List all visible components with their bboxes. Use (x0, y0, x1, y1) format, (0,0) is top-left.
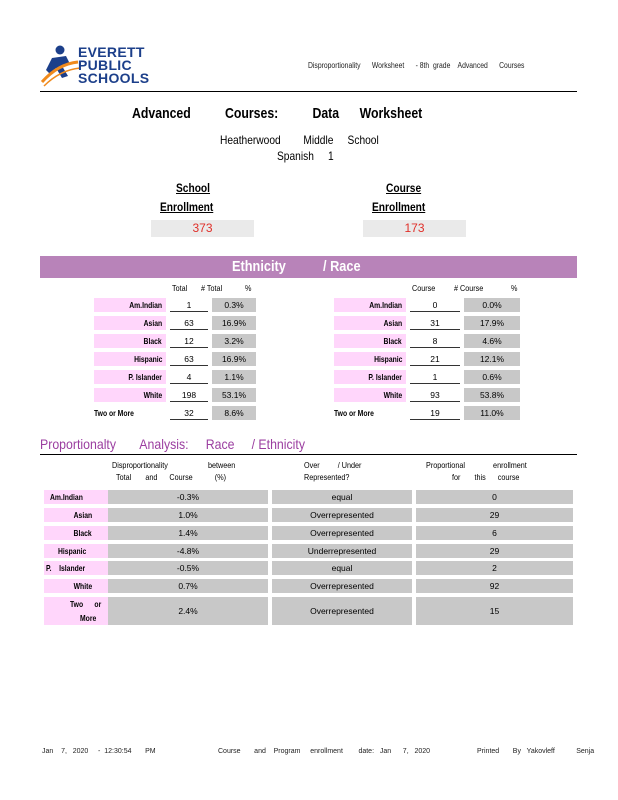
prop-row-representation: Overrepresented (272, 526, 412, 540)
course-row-count: 31 (410, 316, 460, 330)
page-title: Advanced Courses: Data Worksheet (132, 105, 423, 122)
school-enrollment-value: 373 (151, 220, 254, 237)
course-enrollment-value: 173 (363, 220, 466, 237)
course-row-label-text: Am.Indian (369, 300, 402, 310)
school-row-label-text: Am.Indian (129, 300, 162, 310)
prop-row-proportional-enrollment: 6 (416, 526, 573, 540)
course-row-label (334, 316, 406, 330)
school-logo (40, 42, 160, 92)
school-row-label (94, 352, 166, 366)
course-row-label-text: Black (383, 336, 402, 346)
prop-row-proportional-enrollment: 0 (416, 490, 573, 504)
course-row-label (334, 352, 406, 366)
course-enrollment-label-2: Enrollment (372, 200, 426, 214)
band-label-ethnicity: Ethnicity (232, 258, 286, 275)
prop-row-label-line2: More (80, 613, 97, 623)
prop-row-proportional-enrollment: 2 (416, 561, 573, 575)
school-row-label-text: Asian (143, 318, 162, 328)
prop-row-representation: equal (272, 490, 412, 504)
runner-icon (40, 42, 82, 90)
prop-row-representation: Overrepresented (272, 579, 412, 593)
school-row-label (94, 316, 166, 330)
prop-row-label-text: Hispanic (58, 546, 87, 556)
prop-row-label (44, 544, 108, 558)
course-row-label-text: P. Islander (368, 372, 402, 382)
school-col-pct: % (245, 283, 252, 293)
prop-row-proportional-enrollment: 15 (416, 597, 573, 625)
school-row-count: 63 (170, 352, 208, 366)
course-row-pct: 11.0% (464, 406, 520, 420)
logo-line-3: SCHOOLS (78, 70, 150, 86)
band-label-race: / Race (323, 258, 361, 275)
prop-row-proportional-enrollment: 29 (416, 508, 573, 522)
prop-row-difference: 0.7% (108, 579, 268, 593)
prop-row-label (44, 490, 108, 504)
course-row-label (334, 406, 406, 420)
school-row-count: 12 (170, 334, 208, 348)
school-row-pct: 16.9% (212, 352, 256, 366)
prop-row-proportional-enrollment: 92 (416, 579, 573, 593)
prop-row-representation: Underrepresented (272, 544, 412, 558)
school-row-label (94, 334, 166, 348)
school-row-label-text: White (143, 390, 162, 400)
course-col-pct: % (511, 283, 518, 293)
prop-row-difference: -4.8% (108, 544, 268, 558)
course-col-course: Course (412, 283, 436, 293)
course-row-count: 1 (410, 370, 460, 384)
course-row-label-text: Hispanic (373, 354, 402, 364)
course-row-label (334, 370, 406, 384)
course-row-pct: 53.8% (464, 388, 520, 402)
prop-row-difference: -0.5% (108, 561, 268, 575)
footer-printed-by: Printed By Yakovleff Senja (477, 748, 595, 755)
prop-row-label-text: Am.Indian (50, 492, 83, 502)
school-row-label-text: Hispanic (133, 354, 162, 364)
course-row-label (334, 298, 406, 312)
school-col-total: Total (172, 283, 188, 293)
school-row-pct: 0.3% (212, 298, 256, 312)
prop-row-representation: equal (272, 561, 412, 575)
school-row-pct: 1.1% (212, 370, 256, 384)
school-row-pct: 16.9% (212, 316, 256, 330)
school-row-label (94, 370, 166, 384)
school-row-pct: 53.1% (212, 388, 256, 402)
prop-row-label (44, 579, 108, 593)
course-row-label (334, 334, 406, 348)
course-row-count: 8 (410, 334, 460, 348)
prop-row-label-line1: Two or (70, 599, 102, 609)
school-col-count: # Total (201, 283, 223, 293)
school-row-count: 1 (170, 298, 208, 312)
prop-row-label (44, 597, 108, 625)
school-row-count: 198 (170, 388, 208, 402)
prop-col1-header-line2: Total and Course (%) (116, 472, 227, 482)
prop-row-label (44, 508, 108, 522)
course-row-label-text: White (383, 390, 402, 400)
course-name: Spanish 1 (277, 149, 334, 163)
course-row-label-text: Two or More (334, 408, 374, 418)
school-row-label (94, 298, 166, 312)
prop-row-representation: Overrepresented (272, 597, 412, 625)
proportionality-divider (40, 454, 577, 455)
prop-col1-header-line1: Disproportionality between (112, 460, 236, 470)
prop-row-difference: 2.4% (108, 597, 268, 625)
prop-row-label-text: Asian (73, 510, 92, 520)
school-name: Heatherwood Middle School (220, 133, 379, 147)
header-divider (40, 91, 577, 92)
course-row-pct: 0.0% (464, 298, 520, 312)
course-row-count: 21 (410, 352, 460, 366)
logo-line-1: EVERETT (78, 44, 145, 60)
school-enrollment-label-2: Enrollment (160, 200, 214, 214)
prop-col3-header-line2: for this course (452, 472, 520, 482)
course-enrollment-label-1: Course (386, 181, 422, 195)
course-row-pct: 12.1% (464, 352, 520, 366)
course-row-count: 93 (410, 388, 460, 402)
prop-row-difference: 1.4% (108, 526, 268, 540)
school-row-label-text: Two or More (94, 408, 134, 418)
course-row-count: 0 (410, 298, 460, 312)
prop-row-label (44, 526, 108, 540)
school-row-label (94, 388, 166, 402)
course-row-pct: 0.6% (464, 370, 520, 384)
school-row-count: 32 (170, 406, 208, 420)
school-row-label-text: P. Islander (128, 372, 162, 382)
school-row-pct: 8.6% (212, 406, 256, 420)
school-enrollment-label-1: School (176, 181, 211, 195)
prop-row-label-text: P. Islander (46, 563, 86, 573)
school-row-label (94, 406, 166, 420)
prop-row-difference: -0.3% (108, 490, 268, 504)
school-row-count: 63 (170, 316, 208, 330)
proportionality-title: Proportionalty Analysis: Race / Ethnicity (40, 436, 305, 452)
school-row-count: 4 (170, 370, 208, 384)
course-col-count: # Course (454, 283, 484, 293)
ethnicity-race-band (40, 256, 577, 278)
course-row-label (334, 388, 406, 402)
course-row-label-text: Asian (383, 318, 402, 328)
footer-datetime: Jan 7, 2020 - 12:30:54 PM (42, 748, 156, 755)
logo-line-2: PUBLIC (78, 57, 132, 73)
document-title: Disproportionality Worksheet - 8th grade Advanced Courses (308, 61, 525, 70)
prop-row-label-text: White (73, 581, 92, 591)
school-row-label-text: Black (143, 336, 162, 346)
course-row-count: 19 (410, 406, 460, 420)
course-row-pct: 17.9% (464, 316, 520, 330)
prop-col2-header-line2: Represented? (304, 472, 350, 482)
prop-row-label (44, 561, 108, 575)
prop-col3-header-line1: Proportional enrollment (426, 460, 527, 470)
school-row-pct: 3.2% (212, 334, 256, 348)
course-row-pct: 4.6% (464, 334, 520, 348)
prop-row-label-text: Black (73, 528, 92, 538)
prop-row-representation: Overrepresented (272, 508, 412, 522)
prop-row-difference: 1.0% (108, 508, 268, 522)
prop-row-proportional-enrollment: 29 (416, 544, 573, 558)
footer-report-info: Course and Program enrollment date: Jan 7, 2020 (218, 748, 431, 755)
prop-col2-header-line1: Over / Under (304, 460, 362, 470)
